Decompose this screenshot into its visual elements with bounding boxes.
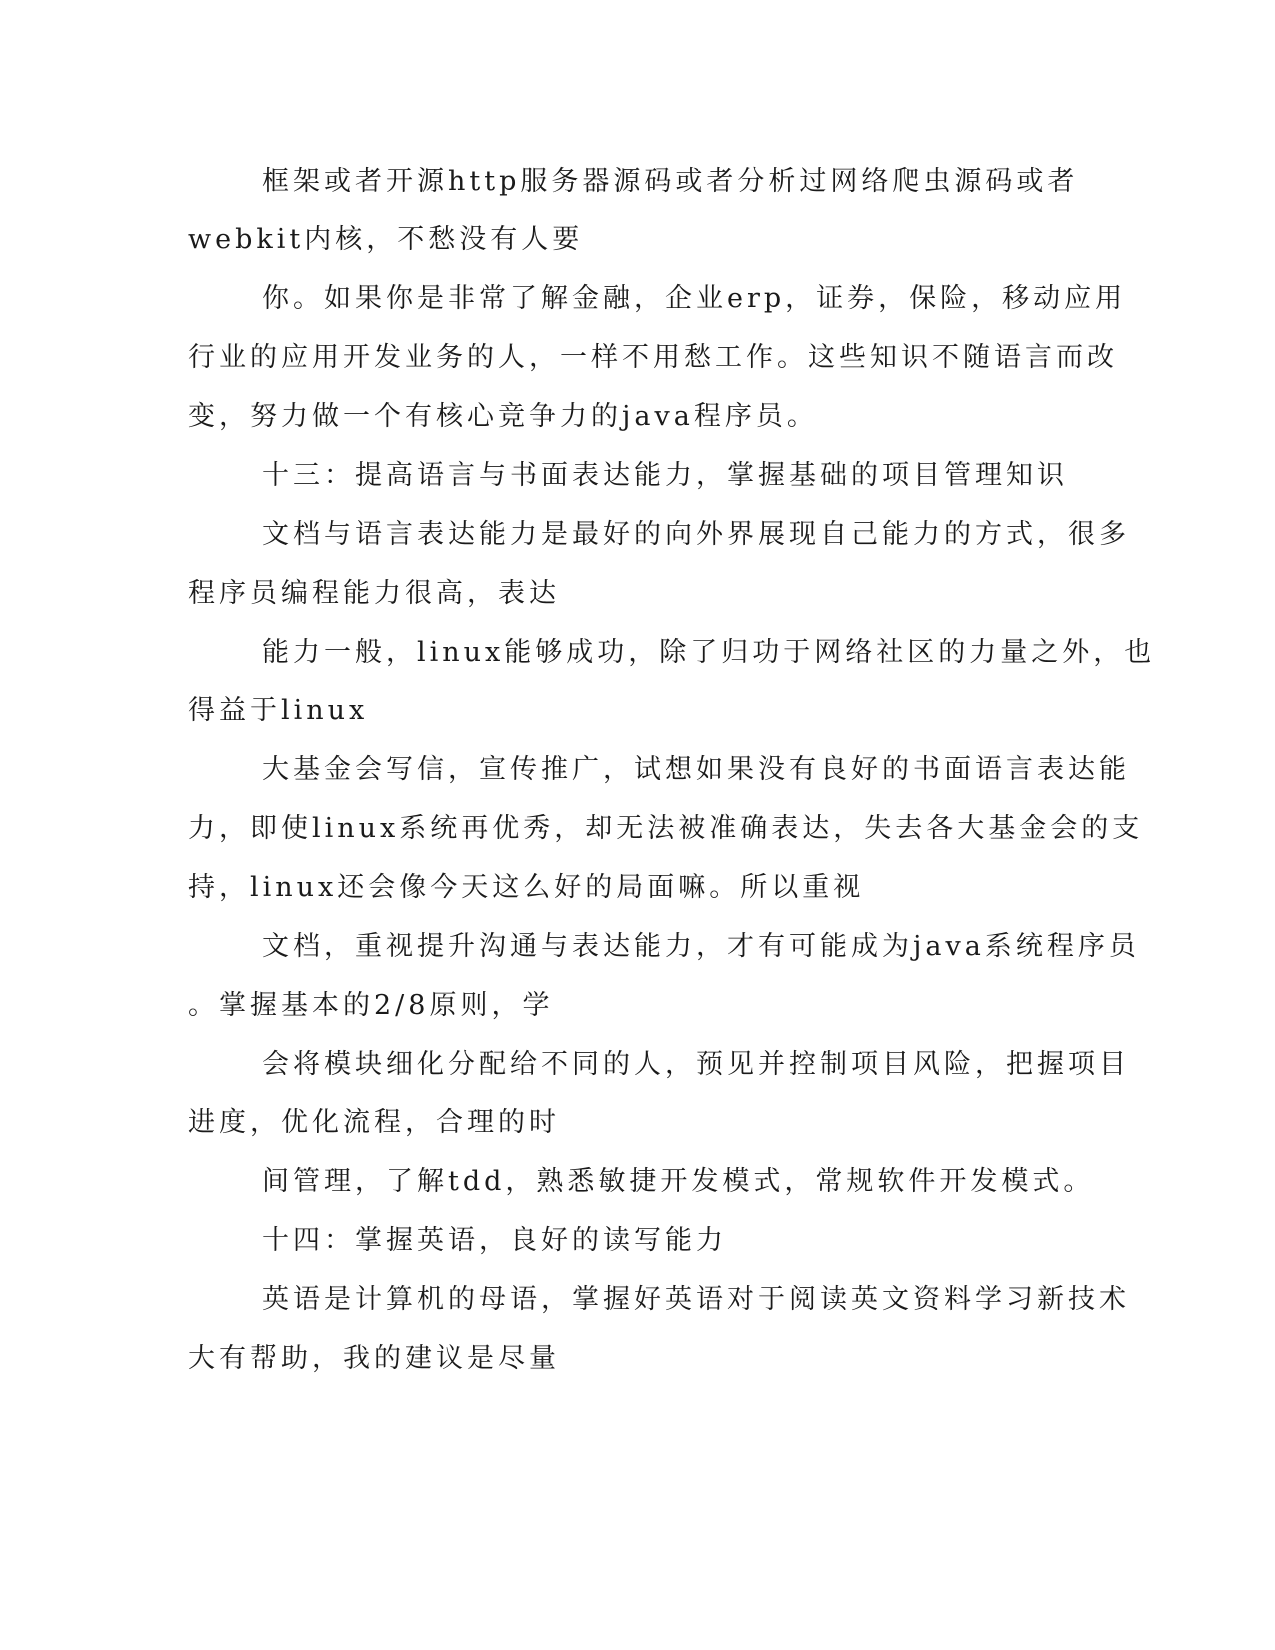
text-line: 进度，优化流程，合理的时	[188, 1107, 560, 1138]
section-heading: 十四：掌握英语，良好的读写能力	[262, 1225, 727, 1256]
section-heading: 十三：提高语言与书面表达能力，掌握基础的项目管理知识	[262, 460, 1068, 491]
text-line: 大基金会写信，宣传推广，试想如果没有良好的书面语言表达能	[262, 754, 1130, 785]
text-line: 会将模块细化分配给不同的人，预见并控制项目风险，把握项目	[262, 1049, 1130, 1080]
text-line: 你。如果你是非常了解金融，企业erp，证券，保险，移动应用	[262, 283, 1127, 314]
text-line: 力，即使linux系统再优秀，却无法被准确表达，失去各大基金会的支	[188, 813, 1144, 844]
text-line: webkit内核，不愁没有人要	[188, 224, 584, 255]
text-line: 。掌握基本的2/8原则，学	[188, 990, 554, 1021]
text-line: 能力一般，linux能够成功，除了归功于网络社区的力量之外，也	[262, 637, 1156, 668]
text-line: 英语是计算机的母语，掌握好英语对于阅读英文资料学习新技术	[262, 1284, 1130, 1315]
text-line: 框架或者开源http服务器源码或者分析过网络爬虫源码或者	[262, 166, 1079, 197]
text-line: 变，努力做一个有核心竞争力的java程序员。	[188, 401, 818, 432]
text-line: 持，linux还会像今天这么好的局面嘛。所以重视	[188, 872, 865, 903]
text-line: 文档与语言表达能力是最好的向外界展现自己能力的方式，很多	[262, 519, 1130, 550]
text-line: 文档，重视提升沟通与表达能力，才有可能成为java系统程序员	[262, 931, 1140, 962]
text-line: 大有帮助，我的建议是尽量	[188, 1343, 560, 1374]
text-line: 得益于linux	[188, 695, 369, 726]
text-line: 间管理，了解tdd，熟悉敏捷开发模式，常规软件开发模式。	[262, 1166, 1095, 1197]
text-line: 行业的应用开发业务的人，一样不用愁工作。这些知识不随语言而改	[188, 342, 1118, 373]
text-line: 程序员编程能力很高，表达	[188, 578, 560, 609]
